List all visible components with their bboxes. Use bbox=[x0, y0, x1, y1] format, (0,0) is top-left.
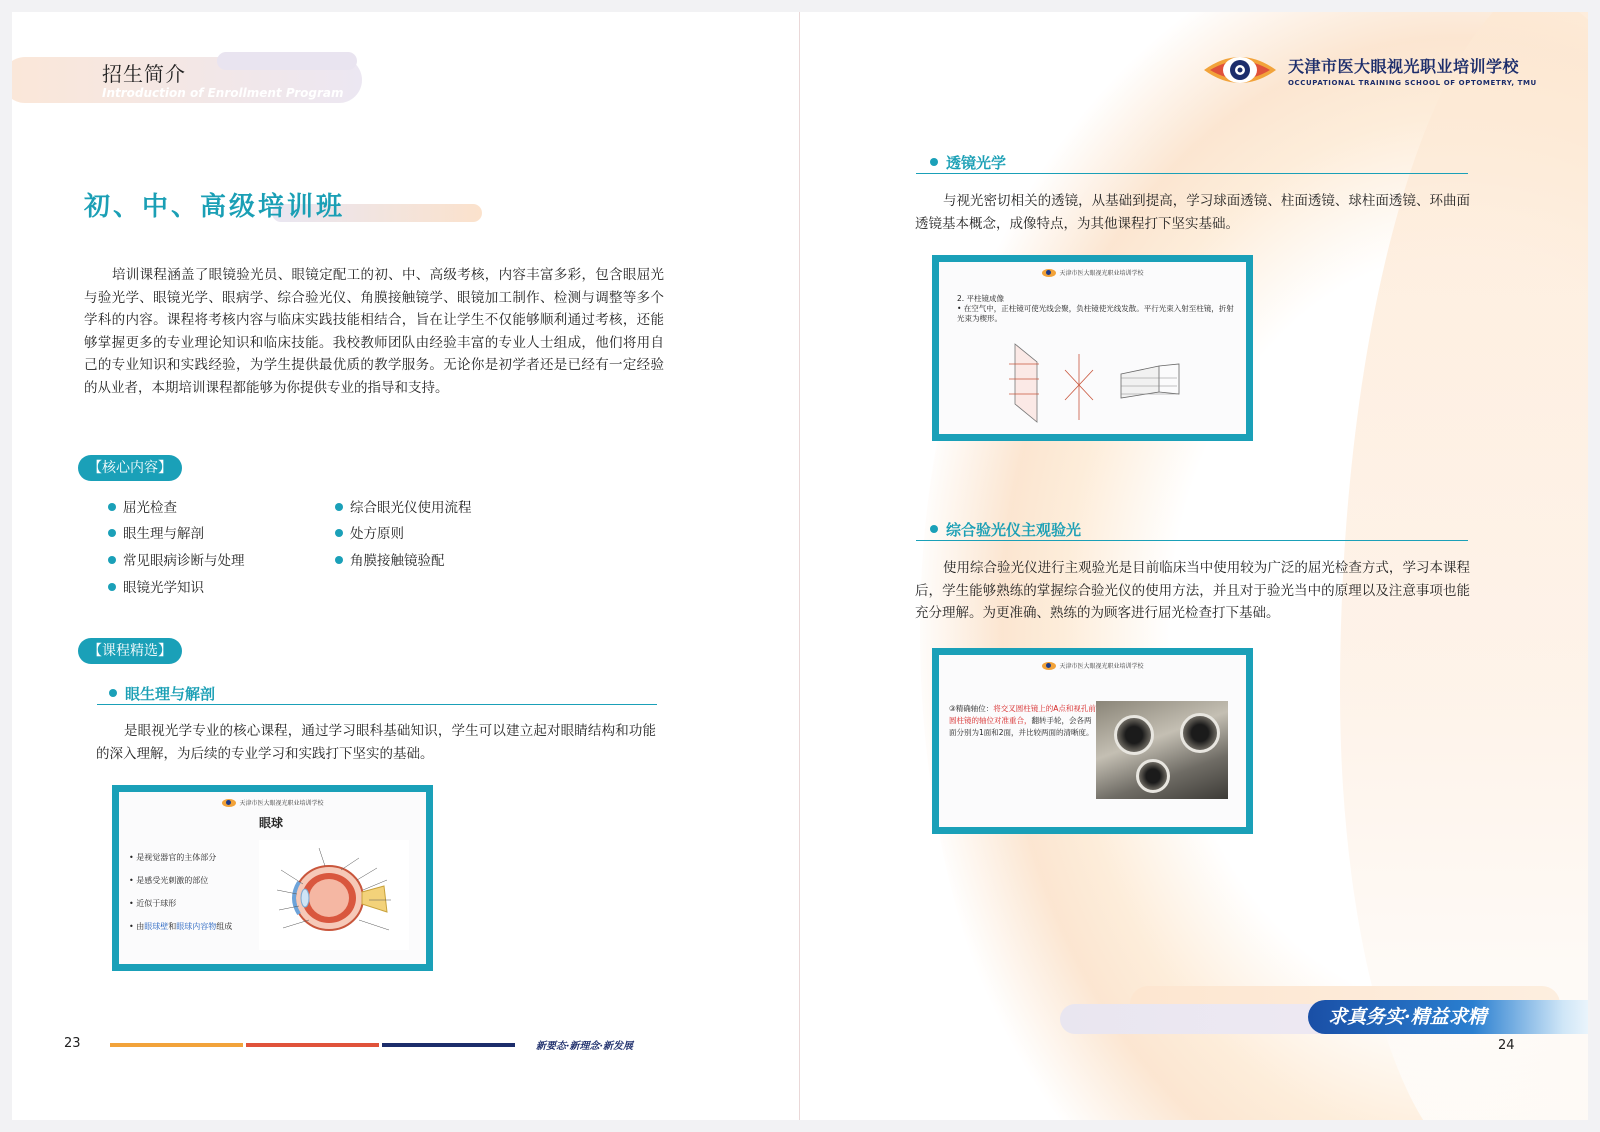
slide-logo-text: 天津市医大眼视光职业培训学校 bbox=[239, 800, 324, 807]
section-title: 初、中、高级培训班 bbox=[84, 192, 346, 222]
heading-underline bbox=[916, 540, 1468, 541]
slide-content bbox=[119, 792, 426, 964]
slide-bullet: • 在空气中，正柱镜可使光线会聚，负柱镜使光线发散。平行光束入射至柱镜，折射光束为楔形。 bbox=[957, 304, 1234, 323]
school-name-en: OCCUPATIONAL TRAINING SCHOOL OF OPTOMETRY, TMU bbox=[1288, 78, 1537, 87]
page-header-subtitle: Introduction of Enrollment Program bbox=[102, 86, 344, 100]
slide-text-tail: 翻转手轮，会各两面分别为1面和2面，并比较两面的清晰度。 bbox=[949, 716, 1094, 737]
slide-bullet: • 近似于球形 bbox=[129, 899, 177, 908]
slide-bullet-text: 是视觉器官的主体部分 bbox=[136, 853, 217, 862]
list-item: 常见眼病诊断与处理 bbox=[108, 549, 245, 569]
core-content-label: 【核心内容】 bbox=[78, 455, 182, 481]
slide-logo bbox=[1041, 268, 1143, 277]
slide-logo bbox=[221, 798, 323, 807]
left-page bbox=[12, 12, 800, 1120]
course-description: 是眼视光学专业的核心课程，通过学习眼科基础知识，学生可以建立起对眼睛结构和功能的深入理解，为后续的专业学习和实践打下坚实的基础。 bbox=[96, 723, 656, 762]
slide-text-lead: ③精确轴位： bbox=[949, 704, 994, 713]
eye-logo-icon bbox=[1041, 269, 1055, 277]
slide-logo bbox=[1041, 661, 1143, 670]
logo-text bbox=[1288, 54, 1537, 87]
slide-bullet-highlight: 眼球内容物 bbox=[176, 922, 217, 931]
page-header-title: 招生简介 bbox=[102, 62, 186, 86]
slide-thumbnail-phoropter bbox=[932, 648, 1253, 834]
slide-heading: 2. 平柱镜成像 bbox=[957, 294, 1005, 303]
slide-content bbox=[939, 262, 1246, 434]
cylinder-lens-diagram bbox=[1009, 334, 1189, 424]
slide-text bbox=[949, 703, 1097, 739]
course-heading-text: 综合验光仪主观验光 bbox=[946, 521, 1082, 539]
bullet-dot bbox=[930, 158, 938, 166]
course-heading bbox=[109, 683, 215, 704]
eye-logo-icon bbox=[1202, 50, 1278, 90]
eyeball-anatomy-diagram bbox=[259, 840, 409, 950]
phoropter-lens-right bbox=[1180, 713, 1220, 753]
slide-title: 眼球 bbox=[259, 816, 284, 830]
list-item: 屈光检查 bbox=[108, 496, 177, 516]
slide-bullet-text: 由 bbox=[136, 922, 145, 931]
slide-thumbnail-eyeball bbox=[112, 785, 433, 971]
footer-color-bars bbox=[110, 1043, 515, 1047]
eye-logo-icon bbox=[221, 799, 235, 807]
slogan-banner: 求真务实·精益求精 bbox=[1308, 1000, 1588, 1034]
course-description: 使用综合验光仪进行主观验光是目前临床当中使用较为广泛的屈光检查方式，学习本课程后，学生能够熟练的掌握综合验光仪的使用方法，并且对于验光当中的原理以及注意事项也能充分理解。为更准确、熟练的为顾客进行屈光检查打下基础。 bbox=[915, 560, 1470, 621]
phoropter-dial bbox=[1136, 759, 1170, 793]
course-description: 与视光密切相关的透镜，从基础到提高，学习球面透镜、柱面透镜、球柱面透镜、环曲面透镜基本概念，成像特点，为其他课程打下坚实基础。 bbox=[915, 193, 1470, 232]
page-number: 24 bbox=[1498, 1038, 1515, 1053]
slide-bullet: • 是视觉器官的主体部分 bbox=[129, 853, 217, 862]
footer-bar-orange bbox=[110, 1043, 243, 1047]
course-heading bbox=[930, 519, 1081, 540]
list-item: 眼镜光学知识 bbox=[108, 576, 204, 596]
page-number: 23 bbox=[64, 1036, 81, 1051]
header-decoration-small bbox=[217, 52, 357, 70]
slide-bullet-text: 组成 bbox=[216, 922, 233, 931]
school-name-cn: 天津市医大眼视光职业培训学校 bbox=[1288, 56, 1520, 76]
course-heading-text: 眼生理与解剖 bbox=[125, 685, 216, 703]
slide-bullets bbox=[129, 852, 232, 944]
slide-logo-text: 天津市医大眼视光职业培训学校 bbox=[1059, 663, 1144, 670]
slide-bullet: • 是感受光刺激的部位 bbox=[129, 876, 209, 885]
slide-text bbox=[957, 294, 1237, 324]
slide-text-highlight: 将交叉圆柱镜上的A点和视孔前圆柱镜的轴位对准重合， bbox=[949, 704, 1096, 725]
school-logo bbox=[1202, 50, 1537, 90]
list-item: 处方原则 bbox=[335, 522, 404, 542]
slide-bullet-text: 是感受光刺激的部位 bbox=[136, 876, 209, 885]
slide-thumbnail-lens bbox=[932, 255, 1253, 441]
slide-bullet-text: 和 bbox=[168, 922, 177, 931]
phoropter-lens-left bbox=[1114, 715, 1154, 755]
footer-slogan: 新要态·新理念·新发展 bbox=[536, 1041, 633, 1052]
slide-bullet-highlight: 眼球壁 bbox=[144, 922, 169, 931]
eye-logo-icon bbox=[1041, 662, 1055, 670]
phoropter-photo bbox=[1096, 701, 1228, 799]
slide-bullet: • 由眼球壁和眼球内容物组成 bbox=[129, 922, 233, 931]
bullet-dot bbox=[109, 689, 117, 697]
right-page bbox=[800, 12, 1588, 1120]
list-item: 综合眼光仪使用流程 bbox=[335, 496, 472, 516]
footer-bar-red bbox=[246, 1043, 379, 1047]
course-heading bbox=[930, 152, 1006, 173]
list-item: 眼生理与解剖 bbox=[108, 522, 204, 542]
bullet-dot bbox=[930, 525, 938, 533]
slide-content bbox=[939, 655, 1246, 827]
course-selection-label: 【课程精选】 bbox=[78, 638, 182, 664]
brochure-spread bbox=[12, 12, 1588, 1120]
slide-logo-text: 天津市医大眼视光职业培训学校 bbox=[1059, 270, 1144, 277]
page-gutter bbox=[799, 12, 800, 1120]
slide-bullet-text: 近似于球形 bbox=[136, 899, 177, 908]
intro-paragraph: 培训课程涵盖了眼镜验光员、眼镜定配工的初、中、高级考核，内容丰富多彩，包含眼屈光与验光学、眼镜光学、眼病学、综合验光仪、角膜接触镜学、眼镜加工制作、检测与调整等多个学科的内容。课程将考核内容与临床实践技能相结合，旨在让学生不仅能够顺利通过考核，还能够掌握更多的专业理论知识和临床技能。我校教师团队由经验丰富的专业人士组成，他们将用自己的专业知识和实践经验，为学生提供最优质的教学服务。无论你是初学者还是已经有一定经验的从业者，本期培训课程都能够为你提供专业的指导和支持。 bbox=[84, 267, 664, 396]
course-heading-text: 透镜光学 bbox=[946, 154, 1007, 172]
list-item: 角膜接触镜验配 bbox=[335, 549, 445, 569]
footer-bar-navy bbox=[382, 1043, 515, 1047]
heading-underline bbox=[97, 704, 657, 705]
heading-underline bbox=[916, 173, 1468, 174]
